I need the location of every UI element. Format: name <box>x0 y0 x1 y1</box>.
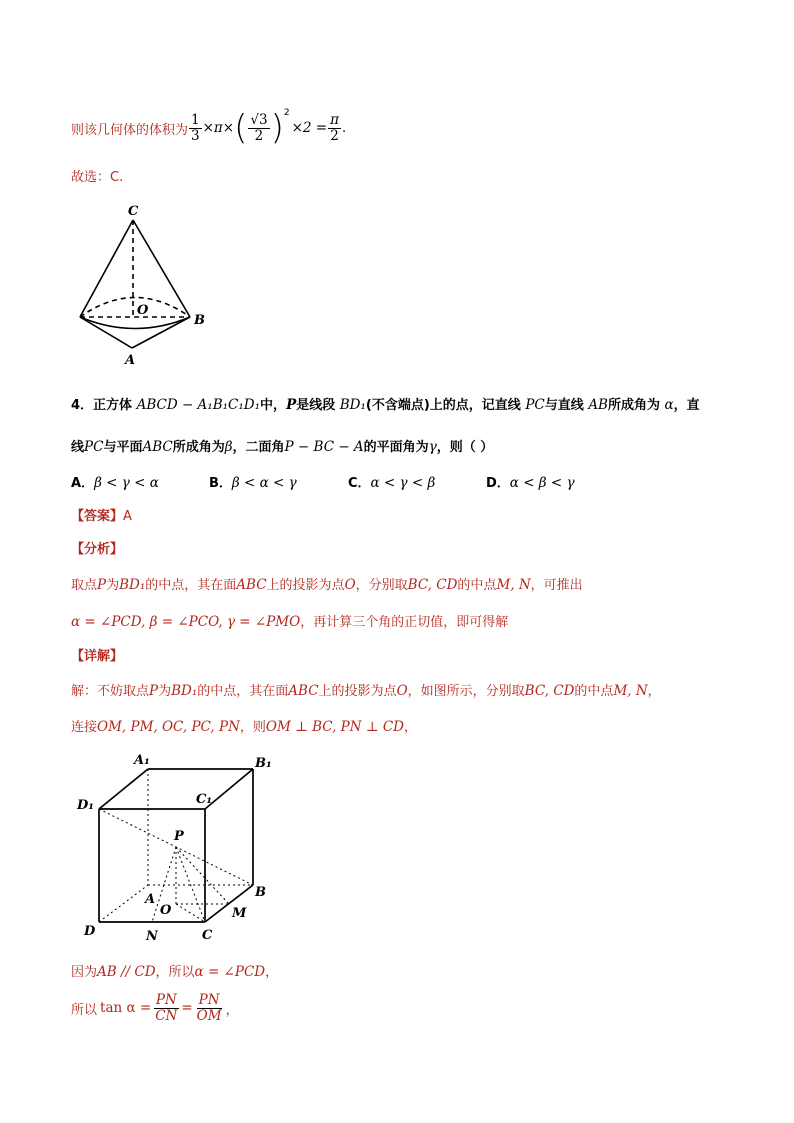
question-4-line-2: 线PC与平面ABC所成角为β，二面角P − BC − A的平面角为γ，则（ ） <box>71 439 494 455</box>
period: . <box>341 120 347 136</box>
label-P: P <box>174 829 184 844</box>
label-B1: B₁ <box>255 756 272 771</box>
answer-line <box>71 505 132 524</box>
option-b: B．β < α < γ <box>209 475 297 491</box>
label-O: O <box>160 903 172 918</box>
label-D: D <box>84 924 96 939</box>
choose-line: 故选：C. <box>71 170 124 185</box>
label-M: M <box>232 906 247 921</box>
label-N: N <box>146 929 158 944</box>
analysis-line-2: α = ∠PCD, β = ∠PCO, γ = ∠PMO，再计算三个角的正切值，即可得解 <box>71 614 509 630</box>
ellipse-back <box>80 298 190 318</box>
detail-tag: 【详解】 <box>71 649 124 664</box>
label-B: B <box>255 885 266 900</box>
left-paren: ( <box>234 108 248 148</box>
fraction-sqrt3-over-2: $\frac{√3}{2}$ <box>250 111 268 144</box>
option-a: A．β < γ < α <box>71 475 159 491</box>
volume-line <box>71 108 346 148</box>
question-4-line-1: 4．正方体 ABCD − A₁B₁C₁D₁中，P是线段 BD₁(不含端点)上的点，记直线 PC与直线 AB所成角为 α，直 <box>71 397 700 413</box>
cone-edge-lower-left <box>80 317 132 348</box>
fraction-one-third: $\frac{1}{3}$ <box>191 111 200 144</box>
label-B: B <box>194 313 205 328</box>
parallel-line: 因为AB // CD，所以α = ∠PCD， <box>71 964 279 980</box>
volume-prefix: 则该几何体的体积为 <box>71 122 189 138</box>
analysis-line-1: 取点P为BD₁的中点，其在面ABC上的投影为点O，分别取BC, CD的中点M, N，可推出 <box>71 577 583 593</box>
fraction-pn-cn: $\frac{PN}{CN}$ <box>155 991 178 1024</box>
analysis-tag: 【分析】 <box>71 542 124 557</box>
times-two: ×2 = <box>291 120 328 136</box>
answer-tag: 【答案】 <box>71 509 124 524</box>
label-D1: D₁ <box>77 798 94 813</box>
label-A1: A₁ <box>134 753 150 768</box>
cone-edge-lower-right <box>132 317 190 348</box>
tan-line: 所以 tan α = $\frac{PN}{CN}$ = $\frac{PN}{OM}$ ， <box>71 991 239 1024</box>
answer-value: A <box>123 509 132 524</box>
option-d: D．α < β < γ <box>486 475 575 491</box>
label-O: O <box>137 303 149 318</box>
label-A: A <box>125 353 136 368</box>
right-paren: ) <box>270 108 284 148</box>
label-A: A <box>145 892 156 907</box>
label-C1: C₁ <box>196 792 213 807</box>
times-pi: ×π× <box>202 120 235 136</box>
cube-figure <box>72 748 282 948</box>
option-c: C．α < γ < β <box>348 475 436 491</box>
fraction-pi-over-2: $\frac{\pi}{2}$ <box>330 111 339 144</box>
detail-line-1: 解：不妨取点P为BD₁的中点，其在面ABC上的投影为点O，如图所示，分别取BC, CD的中点M, N， <box>71 683 661 699</box>
label-C: C <box>128 204 139 219</box>
fraction-pn-om: $\frac{PN}{OM}$ <box>196 991 222 1024</box>
exponent: 2 <box>283 108 290 118</box>
detail-line-2: 连接OM, PM, OC, PC, PN，则OM ⊥ BC, PN ⊥ CD， <box>71 719 418 735</box>
double-cone-figure <box>70 200 220 370</box>
label-C: C <box>202 928 213 943</box>
